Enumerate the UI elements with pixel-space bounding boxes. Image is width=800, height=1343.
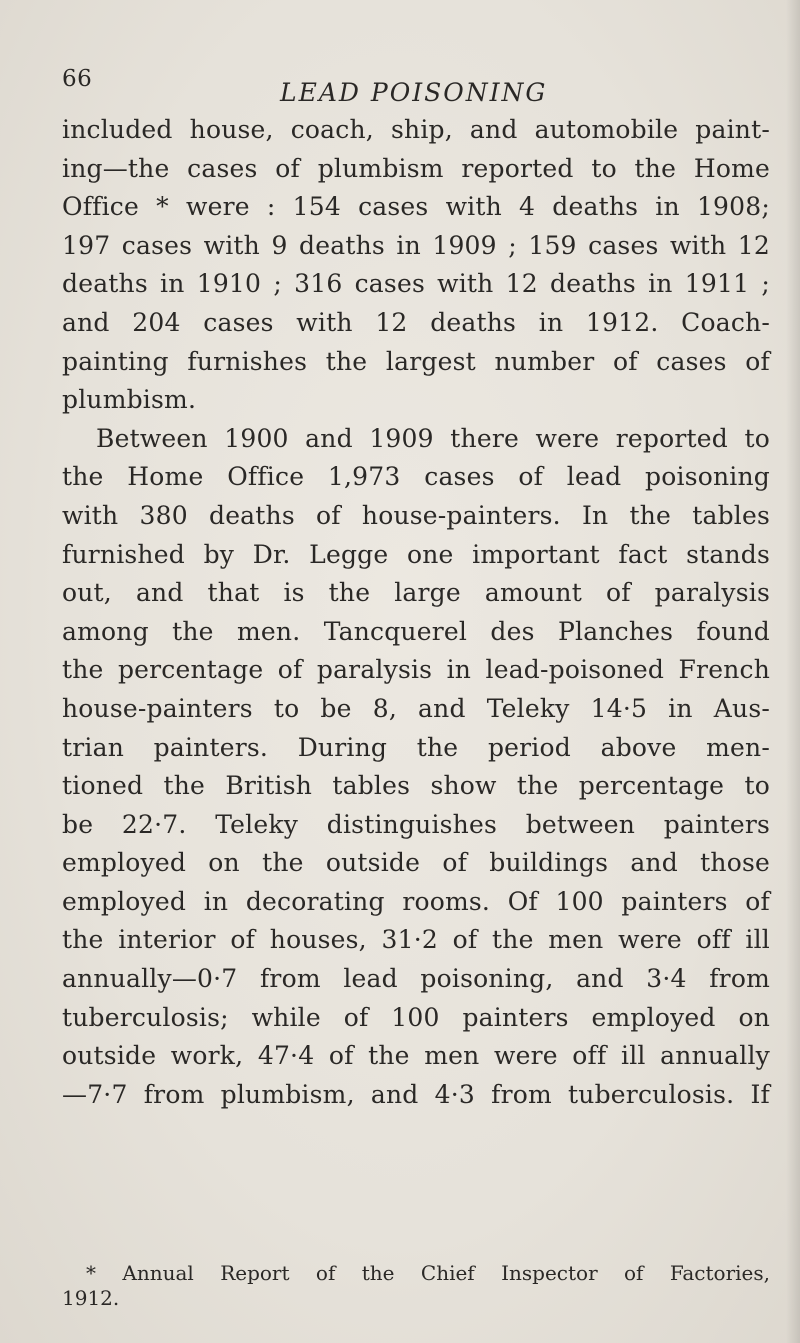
footnote-line: 1912. xyxy=(62,1286,120,1310)
page-number: 66 xyxy=(62,66,93,92)
body-text xyxy=(62,111,770,1114)
text-line: outside work, 47·4 of the men were off ill annually xyxy=(62,1041,770,1071)
text-line: ing—the cases of plumbism reported to the Home xyxy=(62,153,770,183)
text-line: trian painters. During the period above men- xyxy=(62,732,770,762)
footnote xyxy=(62,1261,770,1311)
page-edge-shadow xyxy=(786,0,800,1343)
text-line: with 380 deaths of house-painters. In the tables xyxy=(62,500,770,530)
text-line: employed in decorating rooms. Of 100 painters of xyxy=(62,886,770,916)
paragraph-start-line: Between 1900 and 1909 there were reported to xyxy=(96,423,770,453)
text-line: furnished by Dr. Legge one important fact stands xyxy=(62,539,770,569)
text-line: included house, coach, ship, and automobile paint- xyxy=(62,115,770,144)
text-line: the percentage of paralysis in lead-poisoned French xyxy=(62,655,770,685)
running-head: LEAD POISONING xyxy=(280,78,548,107)
text-line: painting furnishes the largest number of cases of xyxy=(62,346,770,376)
text-line: annually—0·7 from lead poisoning, and 3·4 from xyxy=(62,964,770,994)
text-line: 197 cases with 9 deaths in 1909 ; 159 cases with 12 xyxy=(62,230,770,260)
text-line: be 22·7. Teleky distinguishes between painters xyxy=(62,809,770,839)
text-line: Office * were : 154 cases with 4 deaths in 1908; xyxy=(62,192,770,222)
text-line: house-painters to be 8, and Teleky 14·5 in Aus- xyxy=(62,693,770,723)
footnote-line: * Annual Report of the Chief Inspector of Factories, xyxy=(86,1261,770,1285)
text-line: the Home Office 1,973 cases of lead poisoning xyxy=(62,462,770,492)
text-line: employed on the outside of buildings and those xyxy=(62,848,770,878)
text-line: the interior of houses, 31·2 of the men were off ill xyxy=(62,925,770,955)
text-line: and 204 cases with 12 deaths in 1912. Coach- xyxy=(62,307,770,337)
text-line: among the men. Tancquerel des Planches found xyxy=(62,616,770,646)
text-line: tuberculosis; while of 100 painters employed on xyxy=(62,1002,770,1032)
text-line: —7·7 from plumbism, and 4·3 from tuberculosis. If xyxy=(62,1079,770,1109)
text-line: deaths in 1910 ; 316 cases with 12 deaths in 1911 ; xyxy=(62,269,770,299)
text-line: out, and that is the large amount of paralysis xyxy=(62,578,770,608)
text-line: tioned the British tables show the percentage to xyxy=(62,771,770,801)
text-line: plumbism. xyxy=(62,385,197,415)
